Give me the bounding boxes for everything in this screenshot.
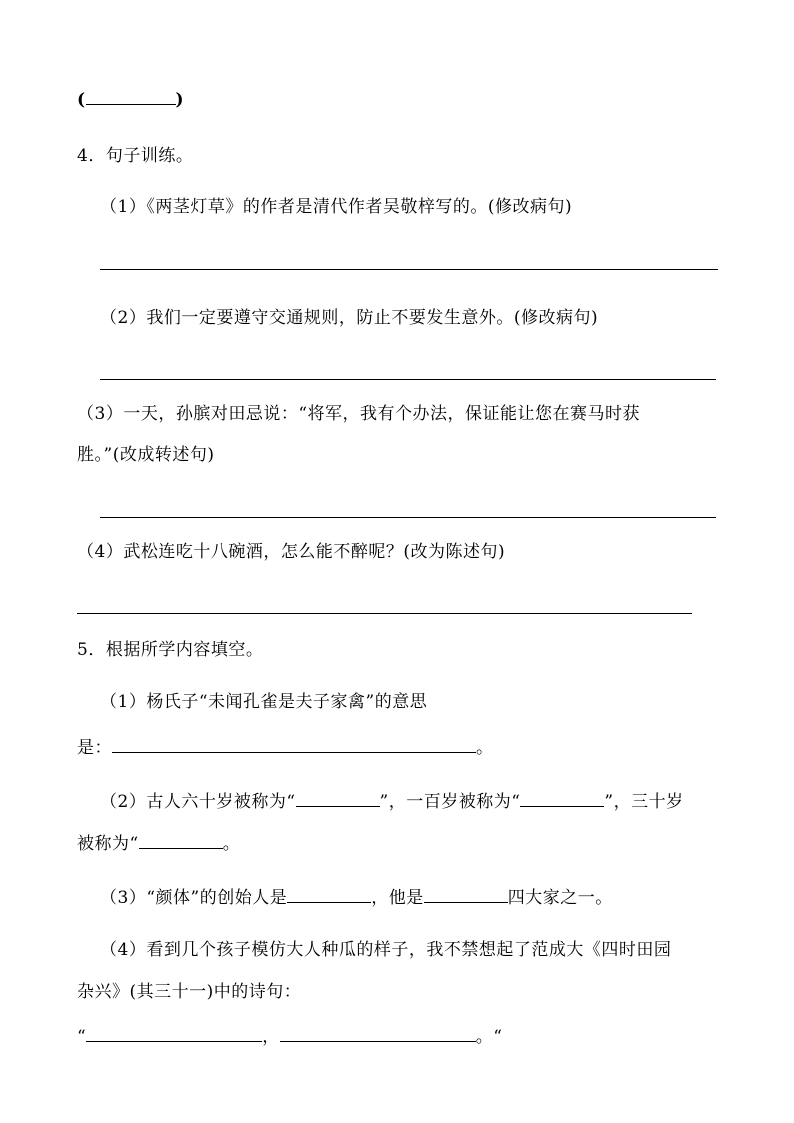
open-paren: ( xyxy=(77,90,86,110)
question-5-item-1-line-1: （1）杨氏子“未闻孔雀是夫子家禽”的意思 xyxy=(100,692,428,712)
q5-4-comma: ， xyxy=(262,1027,280,1047)
answer-blank[interactable] xyxy=(520,790,604,807)
answer-blank[interactable] xyxy=(296,790,380,807)
question-5-item-2-line-1 xyxy=(100,790,684,812)
q5-2-text-b: ”，一百岁被称为“ xyxy=(379,792,521,812)
question-5-item-1-line-2 xyxy=(77,736,494,758)
q5-1-end: 。 xyxy=(476,738,494,758)
question-4-item-3-line-1: （3）一天，孙膑对田忌说：“将军，我有个办法，保证能让您在赛马时获 xyxy=(77,404,641,424)
question-4-item-4: （4）武松连吃十八碗酒，怎么能不醉呢？(改为陈述句) xyxy=(77,542,506,562)
answer-blank[interactable] xyxy=(139,832,223,849)
q5-2-text-a: （2）古人六十岁被称为“ xyxy=(100,792,296,812)
q5-2-text-c: ”，三十岁 xyxy=(604,792,684,812)
close-paren: ) xyxy=(175,90,185,110)
q5-4-open-quote: “ xyxy=(77,1027,87,1047)
answer-blank[interactable] xyxy=(287,886,371,903)
q5-3-text-a: （3）“颜体”的创始人是 xyxy=(100,888,288,908)
question-5-item-4-line-3 xyxy=(77,1025,502,1047)
answer-line-4-1[interactable] xyxy=(100,269,718,270)
answer-line-4-2[interactable] xyxy=(100,379,716,380)
question-5-item-2-line-2 xyxy=(77,832,240,854)
question-5-item-4-line-2: 杂兴》(其三十一)中的诗句： xyxy=(77,982,302,1002)
question-5-item-3 xyxy=(100,886,613,908)
question-5-item-4-line-1: （4）看到几个孩子模仿大人种瓜的样子，我不禁想起了范成大《四时田园 xyxy=(100,940,672,960)
answer-blank[interactable] xyxy=(86,88,176,105)
question-4-title: 4．句子训练。 xyxy=(77,146,194,166)
question-4-item-3-line-2: 胜。”(改成转述句) xyxy=(77,445,215,465)
top-answer-blank xyxy=(77,88,184,110)
question-5-title: 5．根据所学内容填空。 xyxy=(77,640,264,660)
answer-blank[interactable] xyxy=(86,1025,262,1042)
question-4-item-1: （1）《两茎灯草》的作者是清代作者吴敬梓写的。(修改病句) xyxy=(100,197,573,217)
q5-2-line2-end: 。 xyxy=(222,834,241,854)
answer-blank[interactable] xyxy=(280,1025,476,1042)
q5-3-text-c: 四大家之一。 xyxy=(507,888,613,908)
answer-blank[interactable] xyxy=(112,736,476,753)
answer-line-4-3[interactable] xyxy=(100,517,716,518)
question-4-item-2: （2）我们一定要遵守交通规则，防止不要发生意外。(修改病句) xyxy=(100,308,599,328)
q5-4-end: 。“ xyxy=(475,1027,503,1047)
q5-3-text-b: ，他是 xyxy=(371,888,424,908)
answer-blank[interactable] xyxy=(424,886,508,903)
q5-2-line2-prefix: 被称为“ xyxy=(77,834,139,854)
answer-line-4-4[interactable] xyxy=(77,613,692,614)
q5-1-prefix: 是： xyxy=(77,738,112,758)
